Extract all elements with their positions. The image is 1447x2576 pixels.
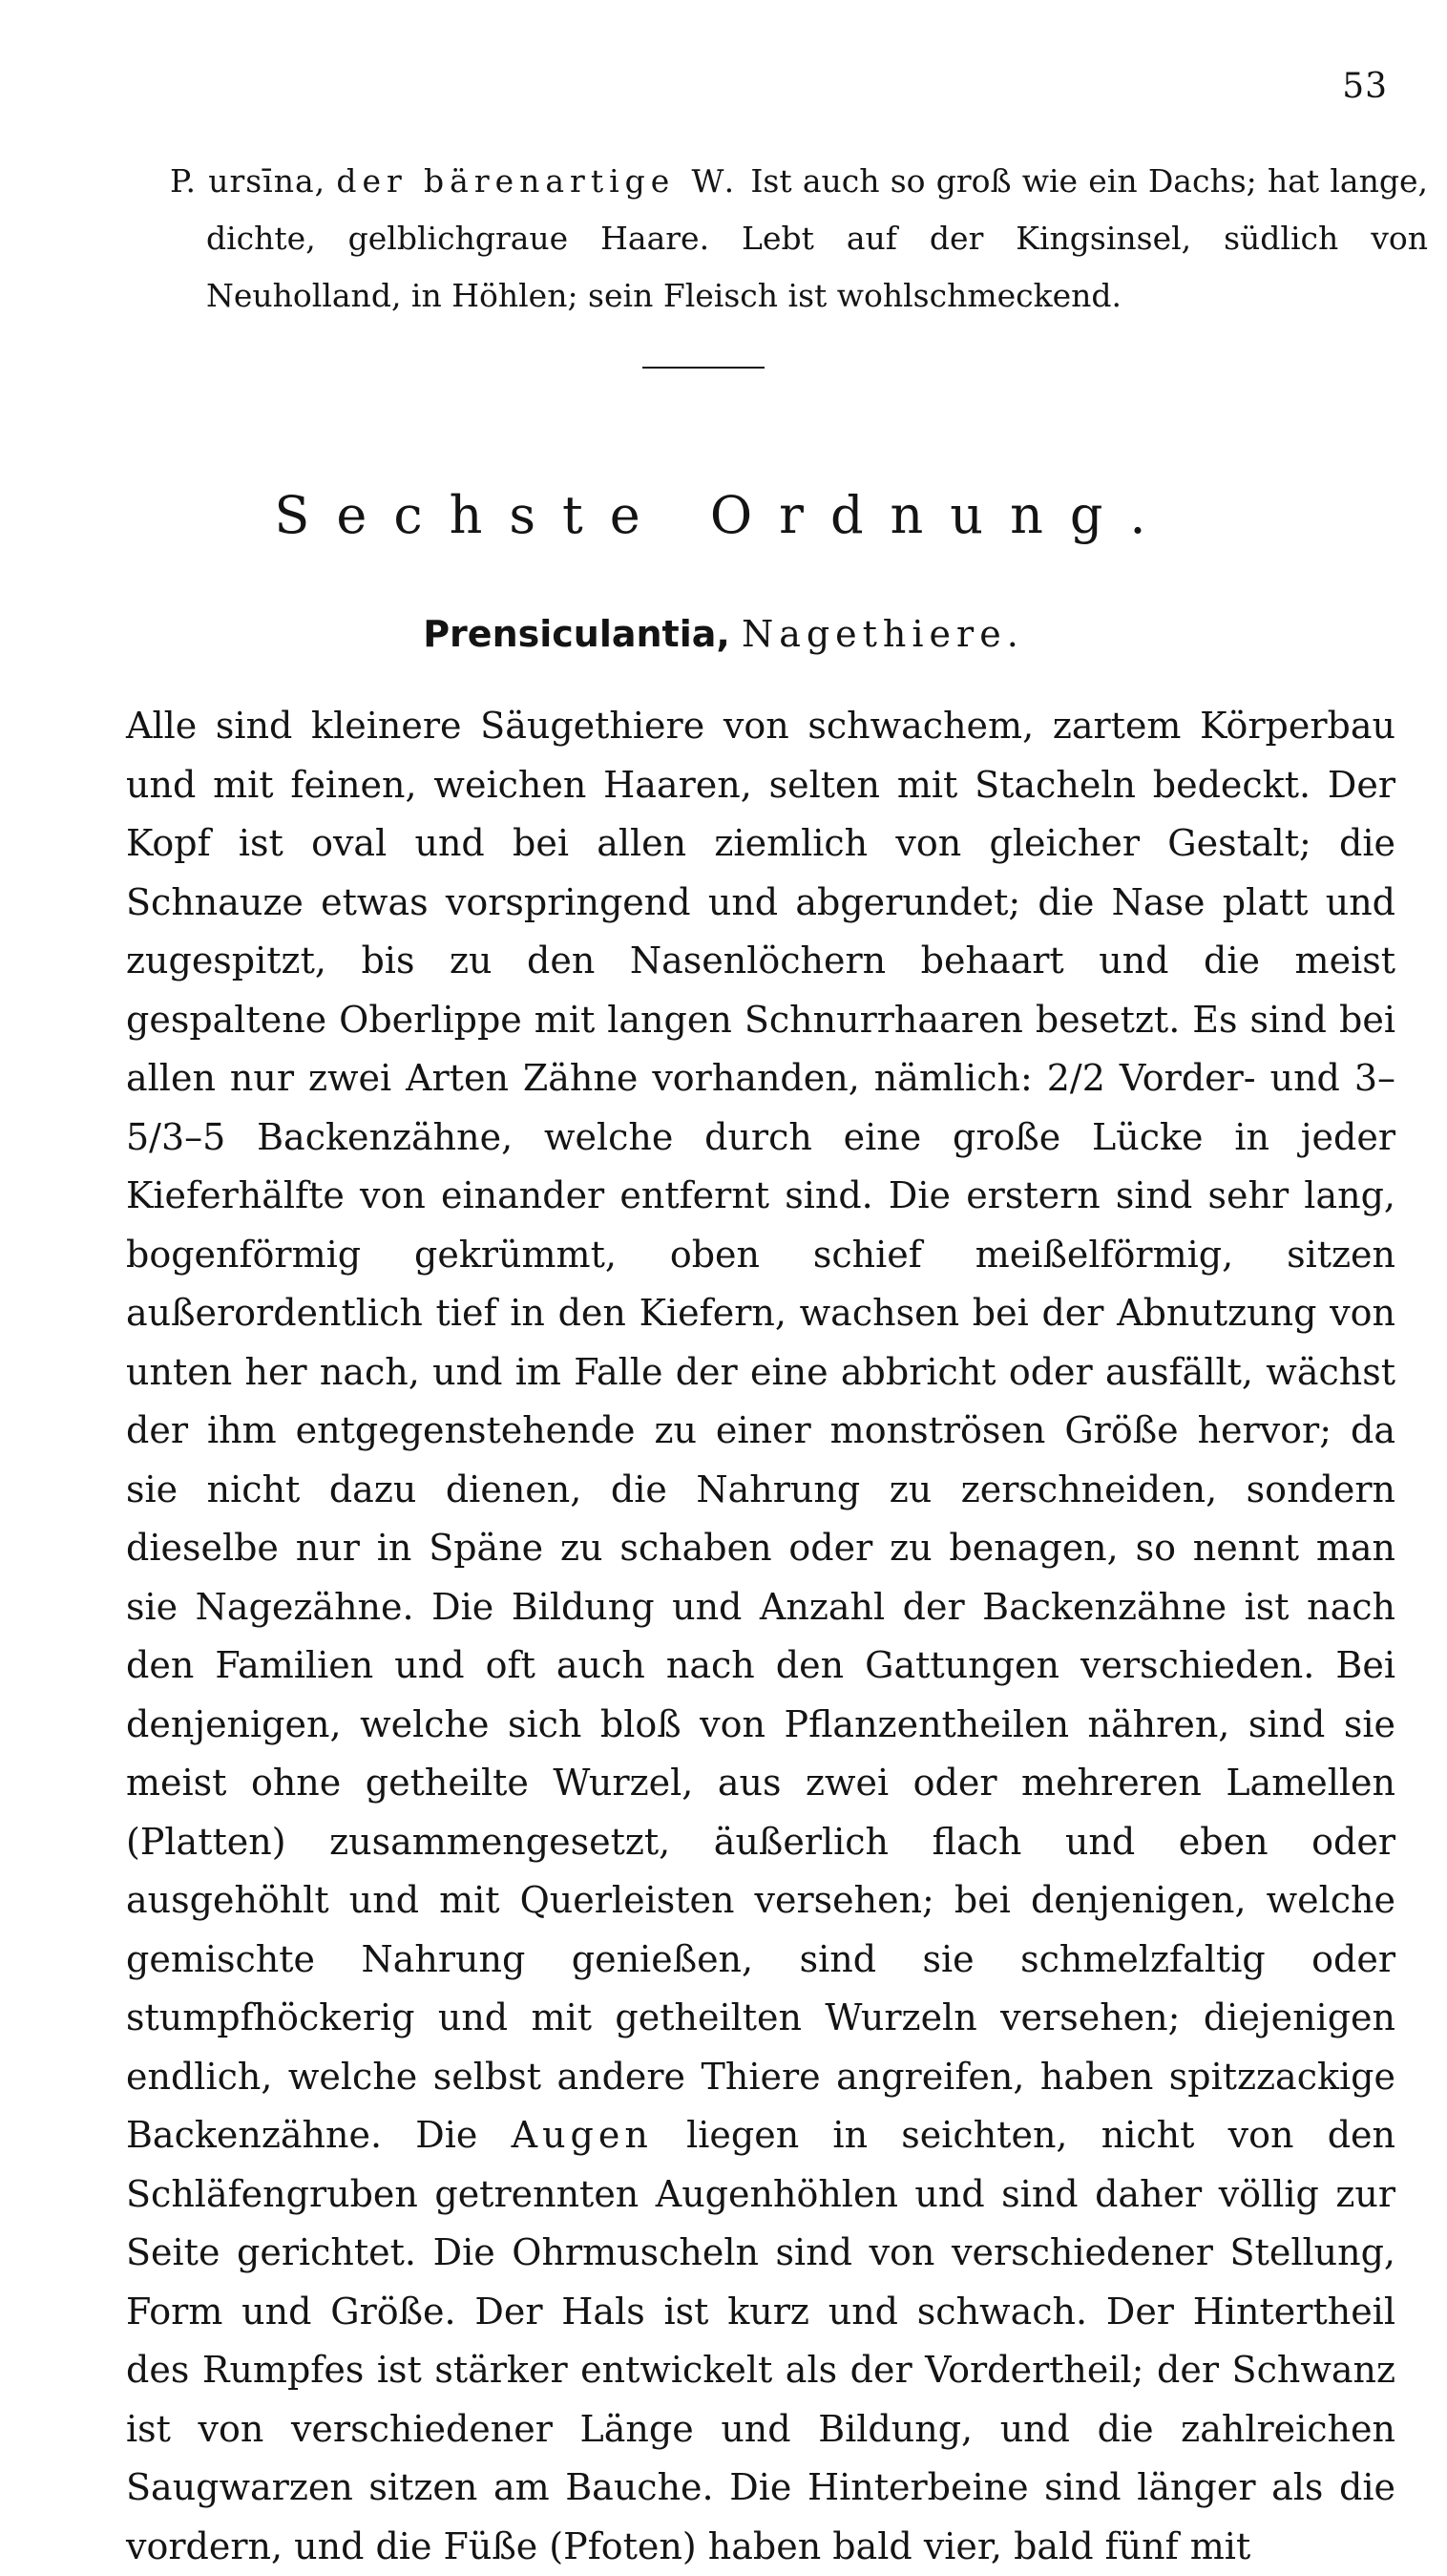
body-paragraph <box>126 697 1395 2576</box>
body-text-part-2: liegen in seichten, nicht von den Schläfengruben getrennten Augenhöhlen und sind daher völlig zur Seite gerichtet. Die Ohrmuscheln sind von verschiedener Stellung, Form und Größe. Der Hals ist kurz und schwach. Der Hintertheil des Rumpfes ist stärker entwickelt als der Vordertheil; der Schwanz ist von verschiedener Länge und Bildung, und die zahlreichen Saugwarzen sitzen am Bauche. Die Hinterbeine sind länger als die vordern, und die Füße (Pfoten) haben bald vier, bald fünf mit <box>126 2114 1395 2567</box>
body-text-part-1: Alle sind kleinere Säugethiere von schwachem, zartem Körperbau und mit feinen, weichen Haaren, selten mit Stacheln bedeckt. Der Kopf ist oval und bei allen ziemlich von gleicher Gestalt; die Schnauze etwas vorspringend und abgerundet; die Nase platt und zugespitzt, bis zu den Nasenlöchern behaart und die meist gespaltene Oberlippe mit langen Schnurrhaaren besetzt. Es sind bei allen nur zwei Arten Zähne vorhanden, nämlich: 2/2 Vorder- und 3–5/3–5 Backenzähne, welche durch eine große Lücke in jeder Kieferhälfte von einander entfernt sind. Die erstern sind sehr lang, bogenförmig gekrümmt, oben schief meißelförmig, sitzen außerordentlich tief in den Kiefern, wachsen bei der Abnutzung von unten her nach, und im Falle der eine abbricht oder ausfällt, wächst der ihm entgegenstehende zu einer monströsen Größe hervor; da sie nicht dazu dienen, die Nahrung zu zerschneiden, sondern dieselbe nur in Späne zu schaben oder zu benagen, so nennt man sie Nagezähne. Die Bildung und Anzahl der Backenzähne ist nach den Familien und oft auch nach den Gattungen verschieden. Bei denjenigen, welche sich bloß von Pflanzentheilen nähren, sind sie meist ohne getheilte Wurzel, aus zwei oder mehreren Lamellen (Platten) zusammengesetzt, äußerlich flach und eben oder ausgehöhlt und mit Querleisten versehen; bei denjenigen, welche gemischte Nahrung genießen, sind sie schmelzfaltig oder stumpfhöckerig und mit getheilten Wurzeln versehen; diejenigen endlich, welche selbst andere Thiere angreifen, haben spitzzackige Backenzähne. Die <box>126 705 1395 2156</box>
order-latin-name: Prensiculantia, <box>423 613 730 655</box>
species-common-name: der bärenartige W. <box>336 162 741 200</box>
order-german-name: Nagethiere. <box>741 613 1024 655</box>
order-heading: Sechste Ordnung. <box>274 485 1173 545</box>
species-description: Ist auch so groß wie ein Dachs; hat lange, dichte, gelblichgraue Haare. Lebt auf der Kingsinsel, südlich von Neuholland, in Höhlen; sein Fleisch ist wohlschmeckend. <box>206 162 1428 314</box>
order-subheading <box>0 613 1447 655</box>
body-emphasis-augen: Augen <box>511 2114 653 2156</box>
page-number: 53 <box>1342 67 1388 106</box>
section-divider <box>642 367 765 369</box>
species-entry <box>170 153 1428 325</box>
species-taxon: P. ursīna, <box>170 162 326 200</box>
